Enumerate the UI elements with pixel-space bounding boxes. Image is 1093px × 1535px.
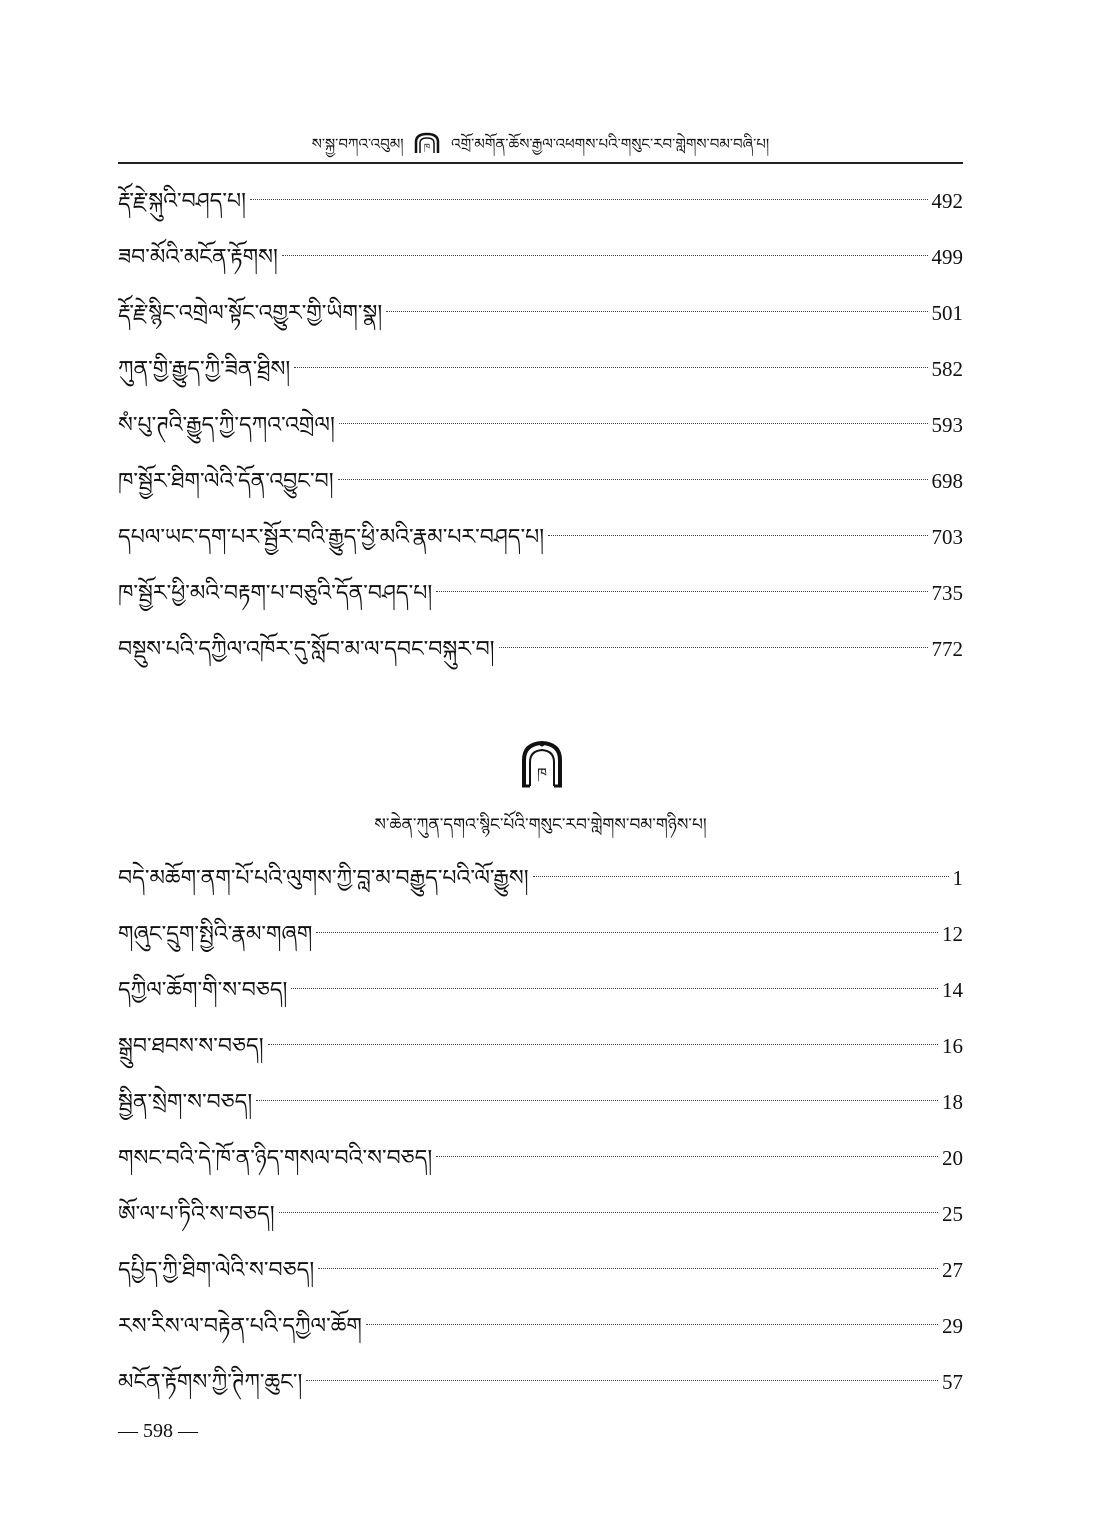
- toc-dot-leader: [250, 199, 927, 200]
- header-volume-title: འགྲོ་མགོན་ཆོས་རྒྱལ་འཕགས་པའི་གསུང་རབ་གླེགས་བམ་བཞི་པ།: [451, 135, 770, 153]
- toc-entry-page: 25: [942, 1202, 963, 1226]
- toc-entry-title: བསྡུས་པའི་དཀྱིལ་འཁོར་དུ་སློབ་མ་ལ་དབང་བསྐུར་བ།: [118, 637, 495, 662]
- toc-entry-title: གསང་བའི་དེ་ཁོ་ན་ཉིད་གསལ་བའི་ས་བཅད།: [118, 1146, 433, 1171]
- toc-entry: [118, 1298, 963, 1354]
- toc-entry-title: བདེ་མཆོག་ནག་པོ་པའི་ལུགས་ཀྱི་བླ་མ་བརྒྱུད་པའི་ལོ་རྒྱུས།: [118, 866, 529, 891]
- toc-entry-page: 593: [931, 413, 963, 437]
- toc-entry-page: 27: [942, 1258, 963, 1282]
- toc-entry-page: 18: [942, 1090, 963, 1114]
- toc-entry: [118, 1018, 963, 1074]
- header-series-title: ས་སྐྱ་བཀའ་འབུམ།: [311, 135, 404, 153]
- toc-entry: [118, 453, 963, 509]
- toc-dot-leader: [499, 647, 928, 648]
- toc-dot-leader: [318, 1268, 938, 1269]
- header-ornament-icon: [414, 132, 440, 158]
- toc-entry-page: 12: [942, 922, 963, 946]
- toc-entry-title: རྡོ་རྗེ་སྙིང་འགྲེལ་སྟོང་འགྱུར་གྱི་ཡིག་སྣ།: [118, 301, 383, 326]
- toc-entry-title: རས་རིས་ལ་བརྟེན་པའི་དཀྱིལ་ཆོག: [118, 1314, 362, 1339]
- toc-entry-page: 582: [931, 357, 963, 381]
- toc-entry: [118, 397, 963, 453]
- header-rule: [118, 162, 963, 164]
- toc-entry-title: ཁ་སྦྱོར་ཕྱི་མའི་བརྟག་པ་བཅུའི་དོན་བཤད་པ།: [118, 581, 433, 606]
- toc-part-2: [118, 850, 963, 1410]
- toc-entry: [118, 1242, 963, 1298]
- toc-entry: [118, 962, 963, 1018]
- toc-dot-leader: [548, 535, 927, 536]
- section-ornament-letter: ཁ: [537, 766, 547, 782]
- toc-entry: [118, 285, 963, 341]
- toc-dot-leader: [338, 479, 928, 480]
- toc-entry-page: 499: [931, 245, 963, 269]
- toc-entry-page: 772: [931, 637, 963, 661]
- toc-entry-title: སཾ་པུ་ཊའི་རྒྱུད་ཀྱི་དཀའ་འགྲེལ།: [118, 413, 335, 438]
- toc-entry-title: ཨོ་ལ་པ་ཏིའི་ས་བཅད།: [118, 1202, 275, 1227]
- toc-entry-title: གཞུང་དྲུག་སྤྱིའི་རྣམ་གཞག: [118, 922, 313, 947]
- toc-entry-title: སྦྱིན་སྲེག་ས་བཅད།: [118, 1090, 253, 1115]
- toc-entry: [118, 1186, 963, 1242]
- section-title: ས་ཆེན་ཀུན་དགའ་སྙིང་པོའི་གསུང་རབ་གླེགས་བམ་གཉིས་པ།: [374, 815, 707, 835]
- toc-dot-leader: [279, 1212, 938, 1213]
- toc-entry-page: 698: [931, 469, 963, 493]
- header-ornament-letter: ཁ: [424, 143, 431, 153]
- toc-entry-title: ཁ་སྦྱོར་ཐིག་ལེའི་དོན་འབྱུང་བ།: [118, 469, 334, 494]
- toc-entry-page: 1: [952, 866, 963, 890]
- toc-dot-leader: [291, 988, 938, 989]
- toc-dot-leader: [366, 1324, 938, 1325]
- toc-entry: [118, 229, 963, 285]
- toc-dot-leader: [306, 1380, 938, 1381]
- toc-entry: [118, 621, 963, 677]
- toc-part-1: [118, 173, 963, 677]
- toc-entry: [118, 1354, 963, 1410]
- toc-dot-leader: [436, 591, 927, 592]
- toc-entry: [118, 850, 963, 906]
- toc-entry: [118, 1074, 963, 1130]
- toc-dot-leader: [268, 1044, 938, 1045]
- toc-entry-title: མངོན་རྟོགས་ཀྱི་ཊིཀ་ཆུང་།: [118, 1370, 303, 1395]
- toc-entry: [118, 906, 963, 962]
- toc-entry-title: དཔལ་ཡང་དག་པར་སྦྱོར་བའི་རྒྱུད་ཕྱི་མའི་རྣམ་པར་བཤད་པ།: [118, 525, 545, 550]
- toc-entry: [118, 509, 963, 565]
- toc-dot-leader: [339, 423, 928, 424]
- toc-entry: [118, 1130, 963, 1186]
- toc-entry-page: 20: [942, 1146, 963, 1170]
- toc-dot-leader: [294, 367, 927, 368]
- toc-entry-title: ཀུན་གྱི་རྒྱུད་ཀྱི་ཟིན་ཐྲིས།: [118, 357, 291, 382]
- toc-entry: [118, 565, 963, 621]
- toc-dot-leader: [282, 255, 928, 256]
- section-ornament-icon: [520, 740, 564, 788]
- toc-entry-page: 29: [942, 1314, 963, 1338]
- toc-dot-leader: [386, 311, 927, 312]
- toc-entry-page: 16: [942, 1034, 963, 1058]
- toc-dot-leader: [316, 932, 938, 933]
- toc-entry-title: རྡོ་རྗེ་སྐུའི་བཤད་པ།: [118, 189, 247, 214]
- toc-entry-page: 501: [931, 301, 963, 325]
- toc-entry-title: སྒྲུབ་ཐབས་ས་བཅད།: [118, 1034, 264, 1059]
- toc-entry-page: 735: [931, 581, 963, 605]
- toc-dot-leader: [533, 876, 949, 877]
- toc-entry-title: ཟབ་མོའི་མངོན་རྟོགས།: [118, 245, 278, 270]
- toc-entry-page: 57: [942, 1370, 963, 1394]
- toc-entry: [118, 173, 963, 229]
- toc-entry-page: 14: [942, 978, 963, 1002]
- toc-entry-page: 492: [931, 189, 963, 213]
- toc-dot-leader: [436, 1156, 938, 1157]
- toc-entry-title: དཔྱིད་ཀྱི་ཐིག་ལེའི་ས་བཅད།: [118, 1258, 315, 1283]
- toc-entry-title: དཀྱིལ་ཆོག་གི་ས་བཅད།: [118, 978, 288, 1003]
- page-number: — 598 —: [118, 1420, 198, 1442]
- toc-dot-leader: [256, 1100, 938, 1101]
- toc-entry: [118, 341, 963, 397]
- toc-entry-page: 703: [931, 525, 963, 549]
